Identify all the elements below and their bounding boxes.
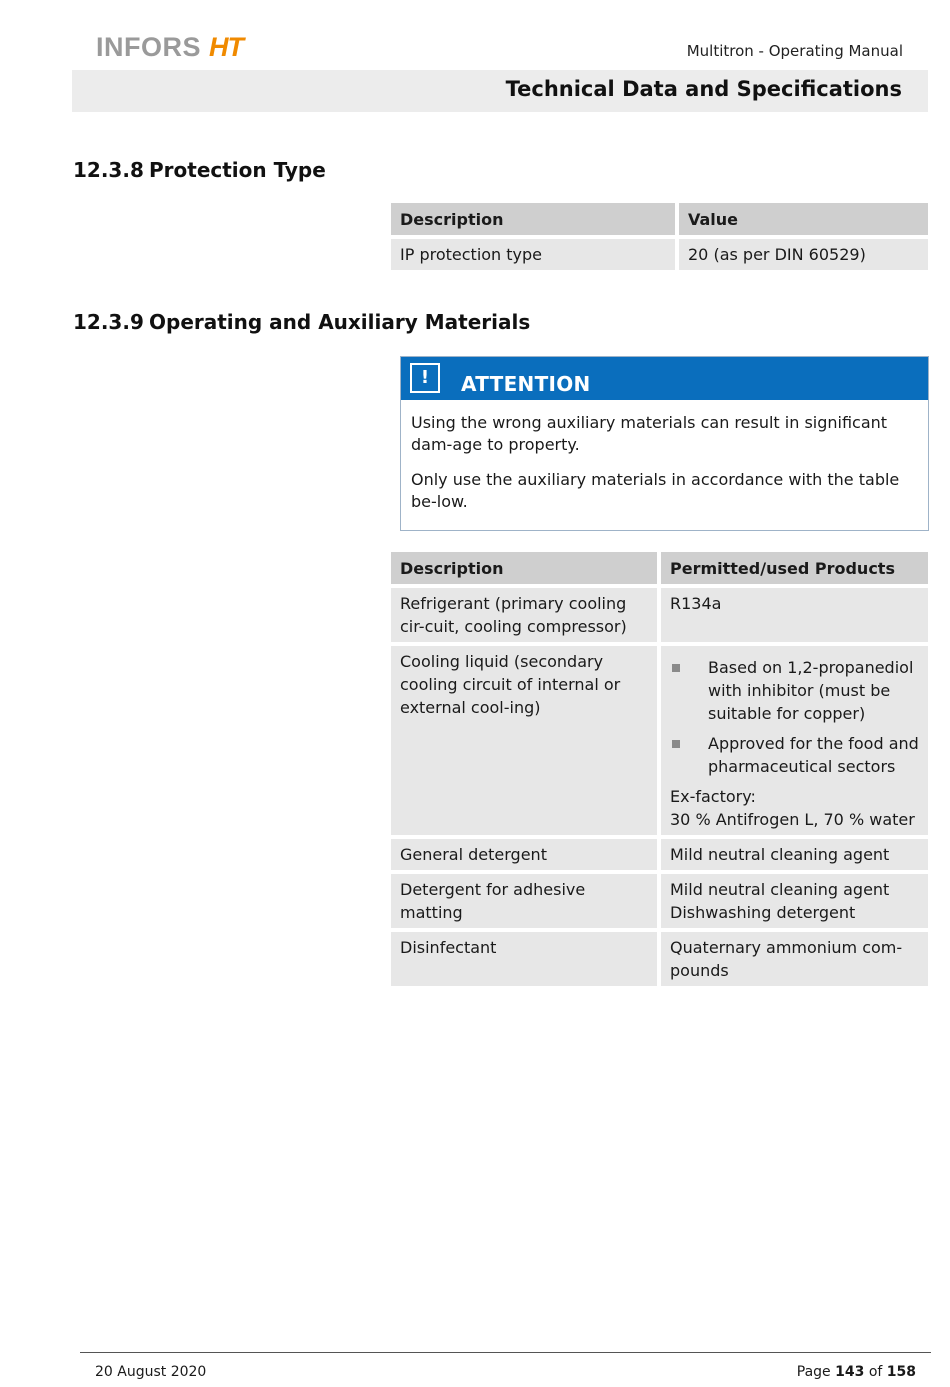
attention-paragraph: Only use the auxiliary materials in accordance with the table be-low. <box>411 470 900 511</box>
product-line: Dishwashing detergent <box>670 903 856 922</box>
cell-description: IP protection type <box>391 239 675 270</box>
auxiliary-materials-table <box>387 548 932 990</box>
attention-bar <box>401 357 928 400</box>
page-prefix: Page <box>796 1364 831 1380</box>
table-header-row <box>391 552 928 584</box>
table-row <box>391 839 928 870</box>
page-of: of <box>868 1364 883 1380</box>
ex-factory-label: Ex-factory: <box>670 787 756 806</box>
cell-product: Mild neutral cleaning agent <box>661 839 928 870</box>
heading-text: Protection Type <box>149 158 326 182</box>
attention-paragraph: Using the wrong auxiliary materials can result in significant dam-age to property. <box>411 413 888 454</box>
attention-notice <box>400 356 929 531</box>
table-row <box>391 588 928 642</box>
cell-product <box>661 646 928 835</box>
ex-factory-value: 30 % Antifrogen L, 70 % water <box>670 810 915 829</box>
logo-accent: HT <box>209 31 244 62</box>
page-current: 143 <box>835 1364 865 1380</box>
cell-description: Refrigerant (primary cooling cir-cuit, cooling compressor) <box>391 588 657 642</box>
table-row <box>391 646 928 835</box>
attention-body <box>401 400 928 530</box>
cell-description: Disinfectant <box>391 932 657 986</box>
table-row <box>391 239 928 270</box>
heading-operating-materials <box>73 310 530 334</box>
exclamation-icon: ! <box>410 363 440 393</box>
protection-type-table <box>387 199 932 274</box>
column-header-description: Description <box>391 203 675 235</box>
heading-protection-type <box>73 158 326 182</box>
list-item <box>670 732 919 778</box>
cell-value: 20 (as per DIN 60529) <box>679 239 928 270</box>
cell-product <box>661 874 928 928</box>
product-bullet-list <box>670 656 919 778</box>
page-number <box>797 1364 916 1380</box>
square-bullet-icon <box>672 740 680 748</box>
manual-title: Multitron - Operating Manual <box>686 42 903 60</box>
footer-date: 20 August 2020 <box>95 1364 207 1380</box>
cell-product: R134a <box>661 588 928 642</box>
column-header-products: Permitted/used Products <box>661 552 928 584</box>
bullet-text: Approved for the food and pharmaceutical sectors <box>708 734 919 776</box>
chapter-title: Technical Data and Specifications <box>505 77 902 101</box>
square-bullet-icon <box>672 664 680 672</box>
bullet-text: Based on 1,2-propanediol with inhibitor (must be suitable for copper) <box>708 658 914 723</box>
table-row <box>391 874 928 928</box>
product-line: Mild neutral cleaning agent <box>670 880 890 899</box>
heading-number: 12.3.9 <box>73 310 144 334</box>
company-logo <box>96 32 243 62</box>
cell-description: Detergent for adhesive matting <box>391 874 657 928</box>
table-row <box>391 932 928 986</box>
column-header-value: Value <box>679 203 928 235</box>
heading-text: Operating and Auxiliary Materials <box>149 310 531 334</box>
table-header-row <box>391 203 928 235</box>
cell-product: Quaternary ammonium com-pounds <box>661 932 928 986</box>
cell-description: Cooling liquid (secondary cooling circuit of internal or external cool-ing) <box>391 646 657 835</box>
attention-label: ATTENTION <box>461 372 591 396</box>
logo-text: INFORS <box>96 31 202 62</box>
cell-description: General detergent <box>391 839 657 870</box>
column-header-description: Description <box>391 552 657 584</box>
page-total: 158 <box>886 1364 916 1380</box>
list-item <box>670 656 919 725</box>
footer-divider <box>80 1352 931 1353</box>
heading-number: 12.3.8 <box>73 158 144 182</box>
